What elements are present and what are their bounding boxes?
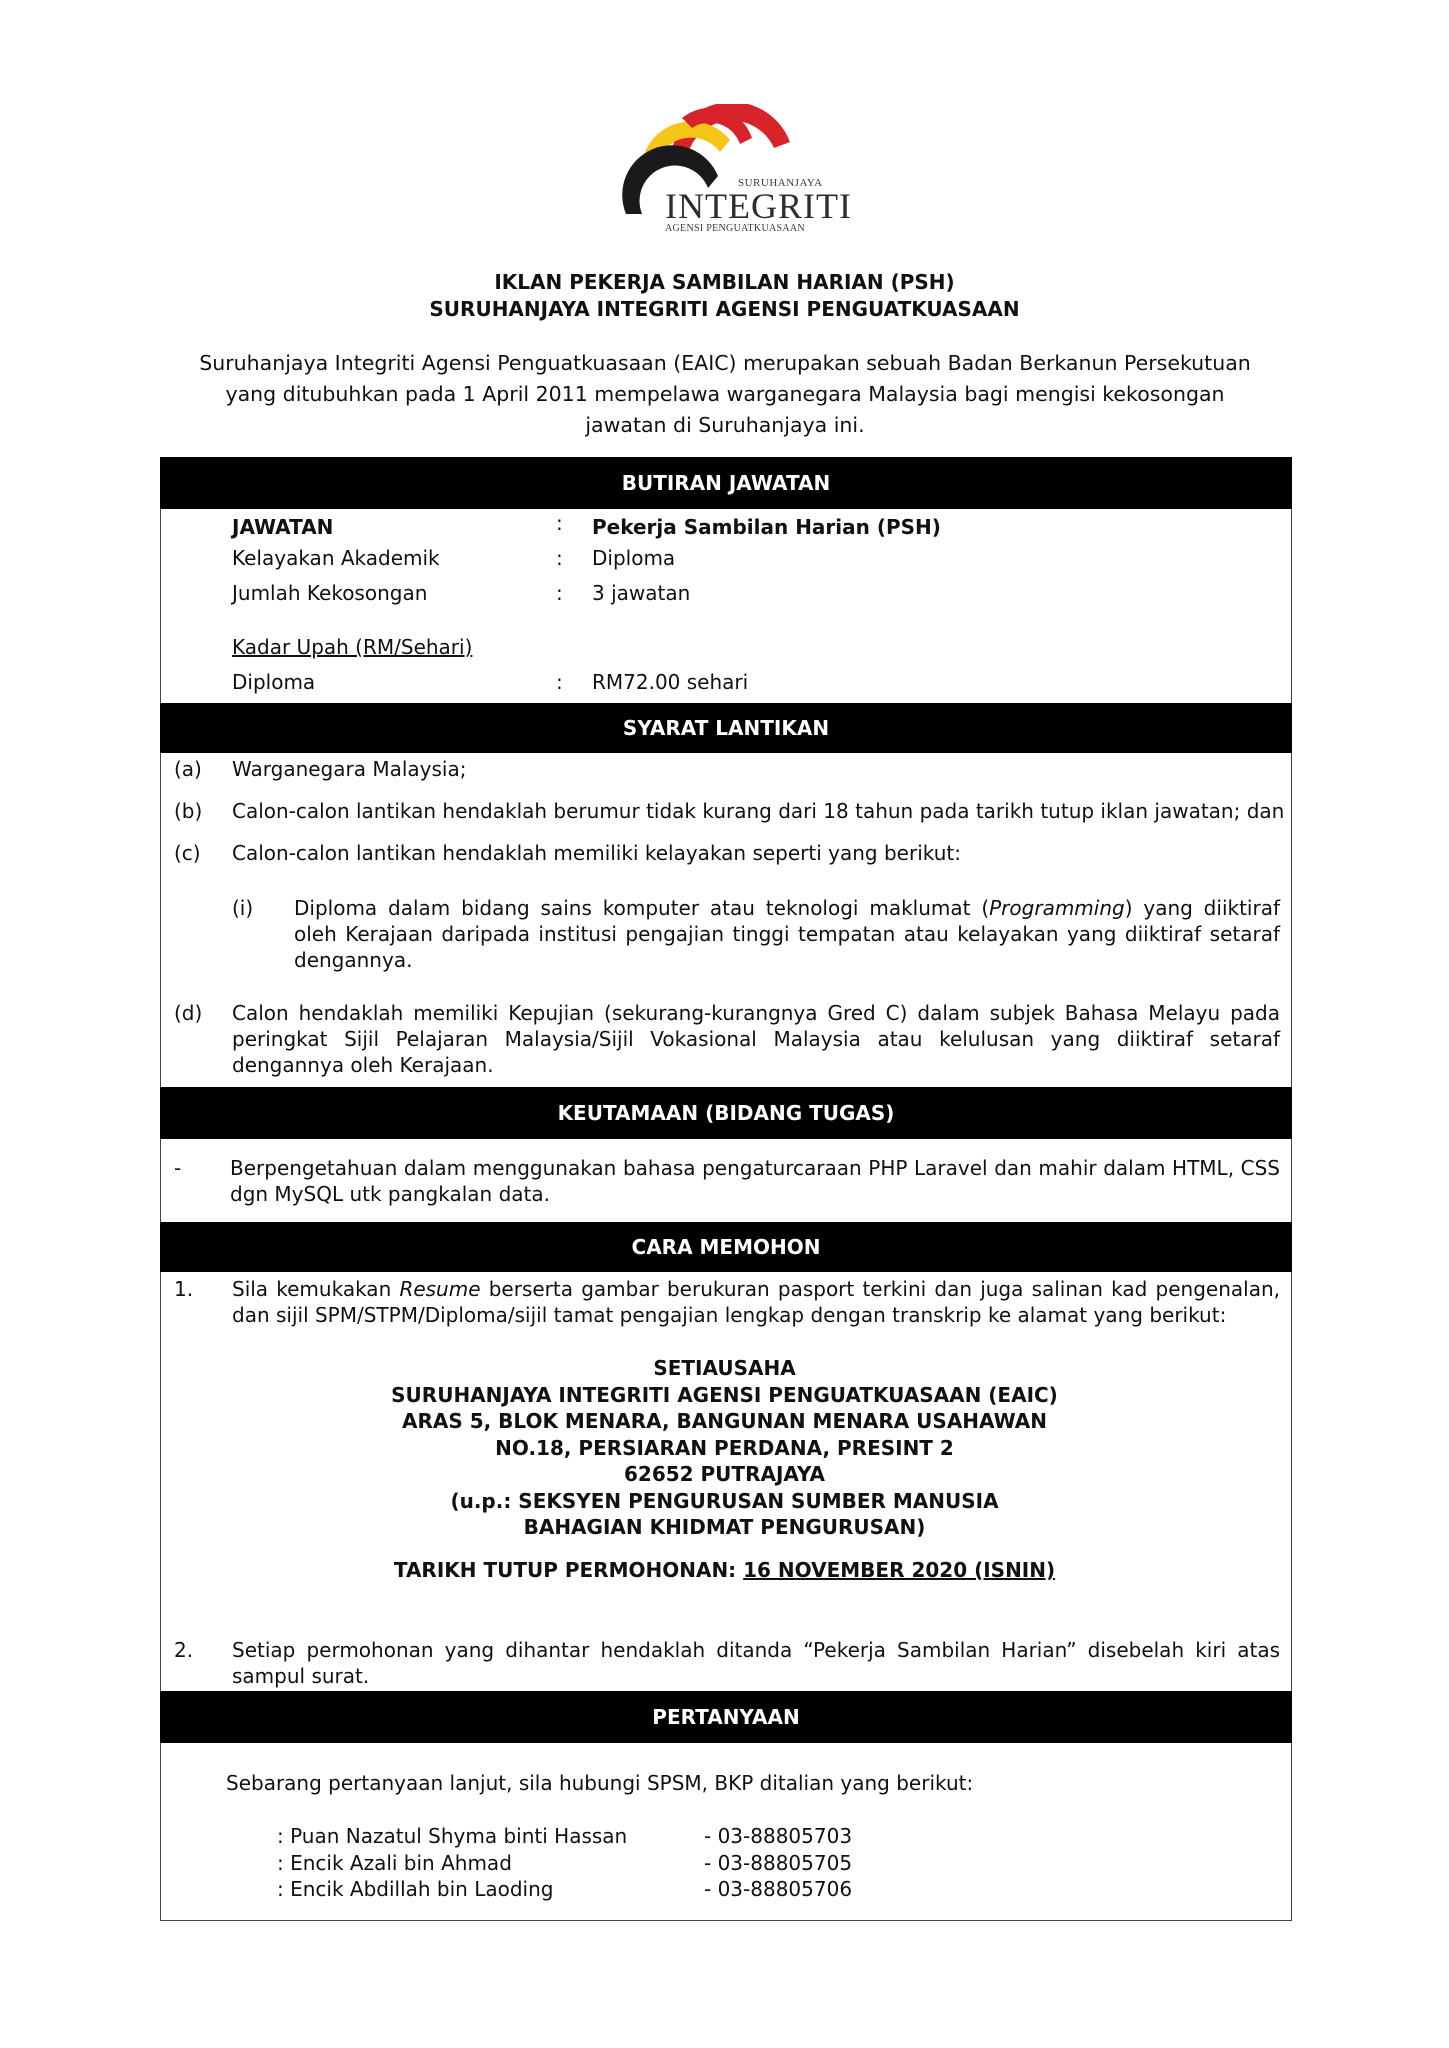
sub-list-item: Diploma dalam bidang sains komputer atau teknologi maklumat (Programming) yang diiktiraf oleh Kerajaan daripada institusi pengajian tinggi tempatan atau kelayakan yang diiktiraf setaraf dengannya. bbox=[294, 896, 1280, 972]
field-value-kekosongan: 3 jawatan bbox=[592, 581, 691, 605]
section-syarat-lantikan: SYARAT LANTIKAN bbox=[160, 703, 1292, 753]
list-marker: (a) bbox=[174, 757, 202, 781]
sub-list-marker: (i) bbox=[232, 896, 254, 920]
list-item: Calon hendaklah memiliki Kepujian (sekurang-kurangnya Gred C) dalam subjek Bahasa Melayu pada peringkat Sijil Pelajaran Malaysia/Sijil Vokasional Malaysia atau kelulusan yang diiktiraf setaraf dengannya oleh Kerajaan. bbox=[232, 1001, 1280, 1077]
eaic-logo bbox=[622, 104, 852, 248]
list-marker: (b) bbox=[174, 799, 203, 823]
closing-date: TARIKH TUTUP PERMOHONAN: 16 NOVEMBER 2020 (ISNIN) bbox=[393, 1558, 1056, 1582]
list-item: Warganegara Malaysia; bbox=[232, 757, 467, 781]
document-title: IKLAN PEKERJA SAMBILAN HARIAN (PSH) bbox=[494, 270, 955, 294]
section-pertanyaan: PERTANYAAN bbox=[160, 1691, 1292, 1743]
wage-heading: Kadar Upah (RM/Sehari) bbox=[232, 635, 473, 659]
field-colon: : bbox=[556, 546, 563, 570]
logo-main-text: INTEGRITI bbox=[665, 186, 852, 226]
field-label-kekosongan: Jumlah Kekosongan bbox=[232, 581, 428, 605]
address-line: ARAS 5, BLOK MENARA, BANGUNAN MENARA USAHAWAN bbox=[401, 1409, 1047, 1433]
contact-phone: - 03-88805705 bbox=[704, 1850, 853, 1875]
list-item: Berpengetahuan dalam menggunakan bahasa pengaturcaraan PHP Laravel dan mahir dalam HTML, CSS dgn MySQL utk pangkalan data. bbox=[230, 1156, 1280, 1206]
field-value-kelayakan: Diploma bbox=[592, 546, 676, 570]
field-label-jawatan: JAWATAN bbox=[232, 515, 334, 539]
field-colon: : bbox=[556, 581, 563, 605]
list-marker: (c) bbox=[174, 841, 201, 865]
field-value-jawatan: Pekerja Sambilan Harian (PSH) bbox=[592, 515, 941, 539]
list-marker: 2. bbox=[174, 1638, 194, 1662]
contact-intro: Sebarang pertanyaan lanjut, sila hubungi SPSM, BKP ditalian yang berikut: bbox=[226, 1771, 974, 1795]
field-colon: : bbox=[556, 670, 563, 694]
contact-phone: - 03-88805706 bbox=[704, 1877, 853, 1901]
section-cara-memohon: CARA MEMOHON bbox=[160, 1222, 1292, 1272]
logo-top-text: SURUHANJAYA bbox=[738, 177, 823, 189]
address-line: NO.18, PERSIARAN PERDANA, PRESINT 2 bbox=[495, 1435, 954, 1460]
contact-name: : Encik Azali bin Ahmad bbox=[277, 1850, 512, 1875]
wage-label: Diploma bbox=[232, 670, 316, 694]
list-marker: - bbox=[174, 1156, 182, 1180]
list-item: Calon-calon lantikan hendaklah berumur tidak kurang dari 18 tahun pada tarikh tutup iklan jawatan; dan bbox=[232, 799, 1285, 823]
list-marker: (d) bbox=[174, 1001, 203, 1025]
list-item: Calon-calon lantikan hendaklah memiliki kelayakan seperti yang berikut: bbox=[232, 841, 961, 865]
address-line: 62652 PUTRAJAYA bbox=[623, 1462, 825, 1486]
address-line: (u.p.: SEKSYEN PENGURUSAN SUMBER MANUSIA bbox=[450, 1488, 999, 1513]
section-butiran-jawatan: BUTIRAN JAWATAN bbox=[160, 457, 1292, 509]
contact-phone: - 03-88805703 bbox=[704, 1824, 853, 1848]
logo-bottom-text: AGENSI PENGUATKUASAAN bbox=[665, 223, 805, 234]
intro-paragraph: Suruhanjaya Integriti Agensi Penguatkuasaan (EAIC) merupakan sebuah Badan Berkanun Persekutuan yang ditubuhkan pada 1 April 2011 mempelawa warganegara Malaysia bagi mengisi kekosongan jawatan di Suruhanjaya ini. bbox=[199, 351, 1251, 437]
address-line: BAHAGIAN KHIDMAT PENGURUSAN) bbox=[523, 1515, 926, 1539]
list-item: Sila kemukakan Resume berserta gambar berukuran pasport terkini dan juga salinan kad pengenalan, dan sijil SPM/STPM/Diploma/sijil tamat pengajian lengkap dengan transkrip ke alamat yang berikut: bbox=[232, 1277, 1280, 1327]
contact-name: : Encik Abdillah bin Laoding bbox=[277, 1877, 554, 1901]
field-colon: : bbox=[556, 511, 563, 535]
list-item: Setiap permohonan yang dihantar hendaklah ditanda “Pekerja Sambilan Harian” disebelah kiri atas sampul surat. bbox=[232, 1638, 1280, 1688]
field-label-kelayakan: Kelayakan Akademik bbox=[232, 546, 440, 570]
address-line: SETIAUSAHA bbox=[653, 1356, 796, 1380]
document-subtitle: SURUHANJAYA INTEGRITI AGENSI PENGUATKUASAAN bbox=[429, 297, 1020, 321]
contact-name: : Puan Nazatul Shyma binti Hassan bbox=[277, 1824, 628, 1848]
address-line: SURUHANJAYA INTEGRITI AGENSI PENGUATKUASAAN (EAIC) bbox=[391, 1382, 1058, 1407]
list-marker: 1. bbox=[174, 1277, 194, 1301]
wage-value: RM72.00 sehari bbox=[592, 670, 749, 694]
section-keutamaan: KEUTAMAAN (BIDANG TUGAS) bbox=[160, 1087, 1292, 1139]
